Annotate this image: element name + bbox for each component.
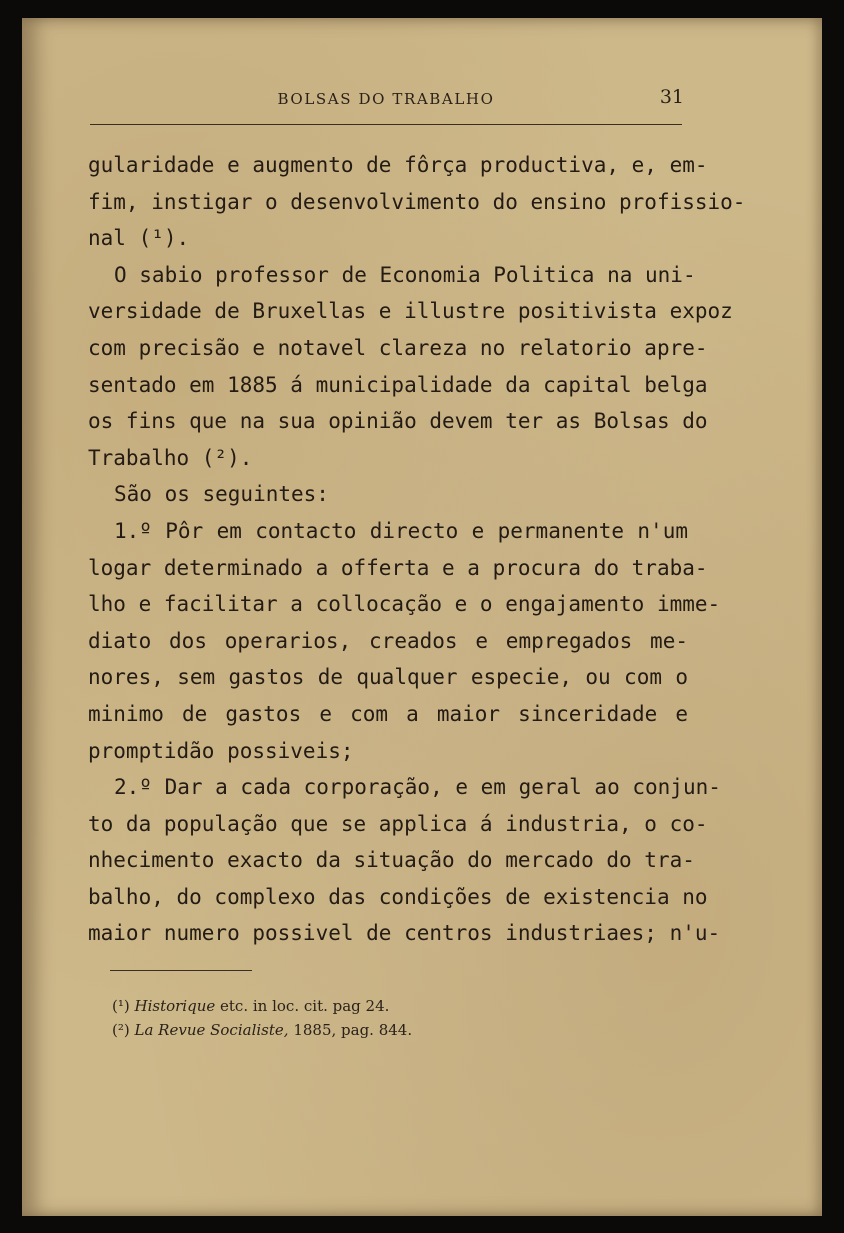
- footnote-reference: 1885, pag. 844.: [293, 1021, 413, 1039]
- text-line: promptidão possiveis;: [88, 738, 354, 763]
- text-line: logar determinado a offerta e a procura do traba-: [88, 555, 708, 580]
- text-line: com precisão e notavel clareza no relatorio apre-: [88, 335, 708, 360]
- text-line: nhecimento exacto da situação do mercado do tra-: [88, 848, 695, 873]
- text-line: minimo de gastos e com a maior sinceridade e: [88, 701, 688, 726]
- footnote-title: Historique: [134, 997, 216, 1015]
- text-line: lho e facilitar a collocação e o engajamento imme-: [88, 592, 721, 617]
- text-line: sentado em 1885 á municipalidade da capital belga: [88, 372, 708, 397]
- page-header: [88, 84, 684, 114]
- text-line: Trabalho (²).: [88, 445, 253, 470]
- text-line: versidade de Bruxellas e illustre positivista expoz: [88, 299, 733, 324]
- text-line: 2.º Dar a cada corporação, e em geral ao conjun-: [114, 775, 721, 800]
- text-line: 1.º Pôr em contacto directo e permanente n'um: [114, 518, 688, 543]
- text-line: nal (¹).: [88, 226, 190, 251]
- text-line: O sabio professor de Economia Politica na uni-: [114, 262, 696, 287]
- text-line: balho, do complexo das condições de existencia no: [88, 884, 708, 909]
- body-text: [88, 147, 746, 952]
- footnote-reference: etc. in loc. cit. pag 24.: [220, 997, 390, 1015]
- footnote-title: La Revue Socialiste,: [134, 1021, 289, 1039]
- text-line: nores, sem gastos de qualquer especie, ou com o: [88, 665, 688, 690]
- footnotes: [112, 994, 632, 1042]
- text-line: os fins que na sua opinião devem ter as Bolsas do: [88, 409, 708, 434]
- text-line: fim, instigar o desenvolvimento do ensino profissio-: [88, 189, 746, 214]
- footnote-mark: (¹): [112, 997, 130, 1015]
- text-line: maior numero possivel de centros industriaes; n'u-: [88, 921, 721, 946]
- footnote-rule: [110, 970, 252, 971]
- text-line: diato dos operarios, creados e empregados me-: [88, 628, 688, 653]
- footnote-mark: (²): [112, 1021, 130, 1039]
- text-line: São os seguintes:: [114, 482, 329, 507]
- footnote: [112, 1018, 632, 1042]
- header-rule: [90, 124, 682, 125]
- footnote: [112, 994, 632, 1018]
- running-head: BOLSAS DO TRABALHO: [277, 90, 495, 108]
- text-line: gularidade e augmento de fôrça productiva, e, em-: [88, 153, 708, 177]
- text-line: to da população que se applica á industria, o co-: [88, 811, 708, 836]
- page-number: 31: [659, 86, 684, 108]
